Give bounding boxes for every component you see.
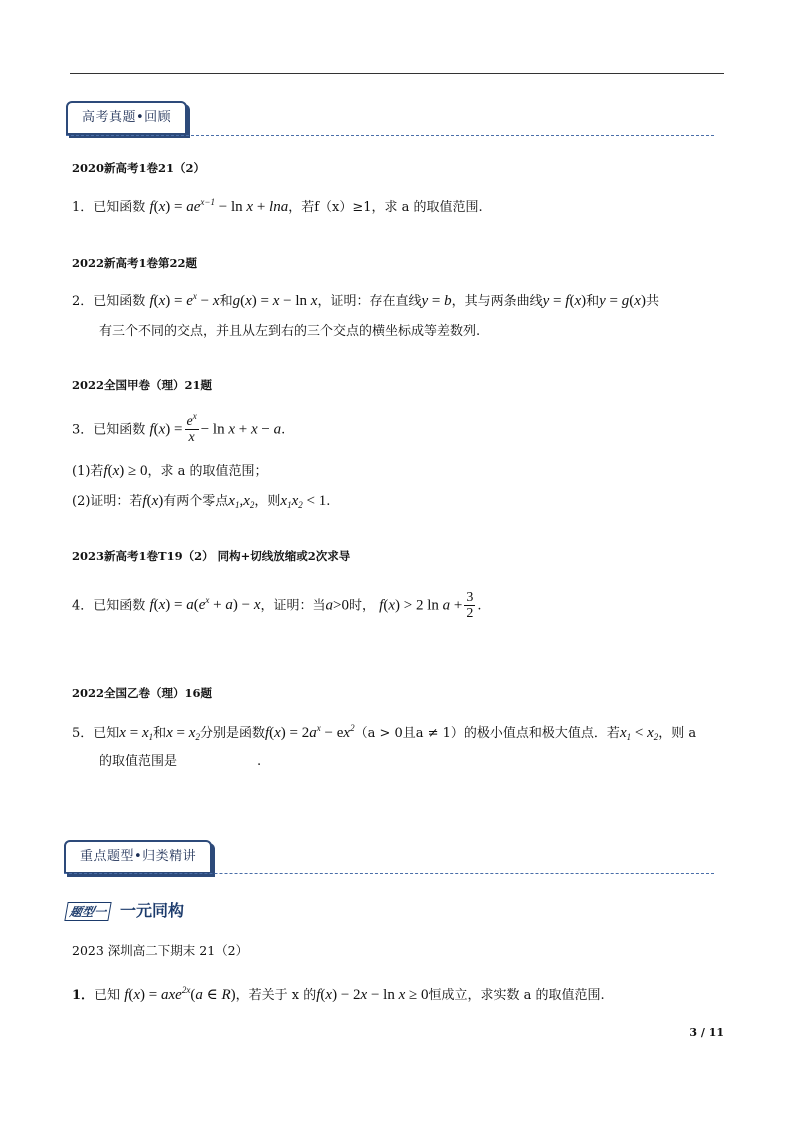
problem-source: 2023新高考1卷T19（2） 同构+切线放缩或2次求导 — [72, 549, 351, 563]
problem-2-line2: 有三个不同的交点，并且从左到右的三个交点的横坐标成等差数列. — [99, 324, 481, 339]
example-source: 2023 深圳高二下期末 21（2） — [72, 943, 249, 958]
problem-1: 1．已知函数 $f(x) = ae^{x-1} - \ln x + \ln a$，若f（x）≥1，求 a 的取值范围. — [72, 197, 483, 215]
problem-3-part1: (1)若f(x) ≥ 0，求 a 的取值范围； — [72, 463, 268, 479]
problem-3-part2: (2)证明：若f(x)有两个零点$x_1,x_2$，则$x_1x_2 < 1$. — [72, 493, 331, 510]
section-title-key-types: 重点题型•归类精讲 — [64, 840, 212, 874]
page-number: 3 / 11 — [689, 1026, 724, 1039]
type-badge: 题型一 — [64, 902, 111, 921]
problem-source: 2022全国甲卷（理）21题 — [72, 378, 213, 392]
section-divider — [66, 135, 714, 136]
problem-2: 2．已知函数 $f(x) = e^x - x$和g(x) = x − ln x，证明：存在直线y = b，其与两条曲线y = f(x)和y = g(x)共 — [72, 291, 659, 309]
question-type-heading: 题型一 一元同构 — [66, 898, 184, 921]
problem-source: 2022全国乙卷（理）16题 — [72, 686, 213, 700]
problem-5: 5．已知$x = x_1$和$x = x_2$分别是函数$f(x) = 2a^x - ex^2(a > 0$且a ≠ 1）的极小值点和极大值点．若$x_1 < x_2$，则 a — [72, 723, 697, 742]
problem-source: 2020新高考1卷21（2） — [72, 161, 206, 175]
header-rule — [70, 73, 724, 74]
example-1: 1．已知 f(x) = axe$^{2x}$(a ∈ R)，若关于 x 的f(x) − 2x − ln x ≥ 0恒成立，求实数 a 的取值范围. — [72, 985, 605, 1003]
problem-3: 3．已知函数 f(x) = $\frac{e^x}{x}$ − ln x + x − a. — [72, 411, 286, 446]
problem-4: 4．已知函数 $f(x) = a(e^x + a) - x$，证明：当a>0时， f(x) > 2 ln a + $\frac{3}{2}$ . — [72, 590, 482, 622]
problem-5-line2: 的取值范围是 . — [99, 754, 262, 769]
problem-source: 2022新高考1卷第22题 — [72, 256, 198, 270]
section-divider — [64, 873, 714, 874]
section-title-review: 高考真题•回顾 — [66, 101, 187, 135]
